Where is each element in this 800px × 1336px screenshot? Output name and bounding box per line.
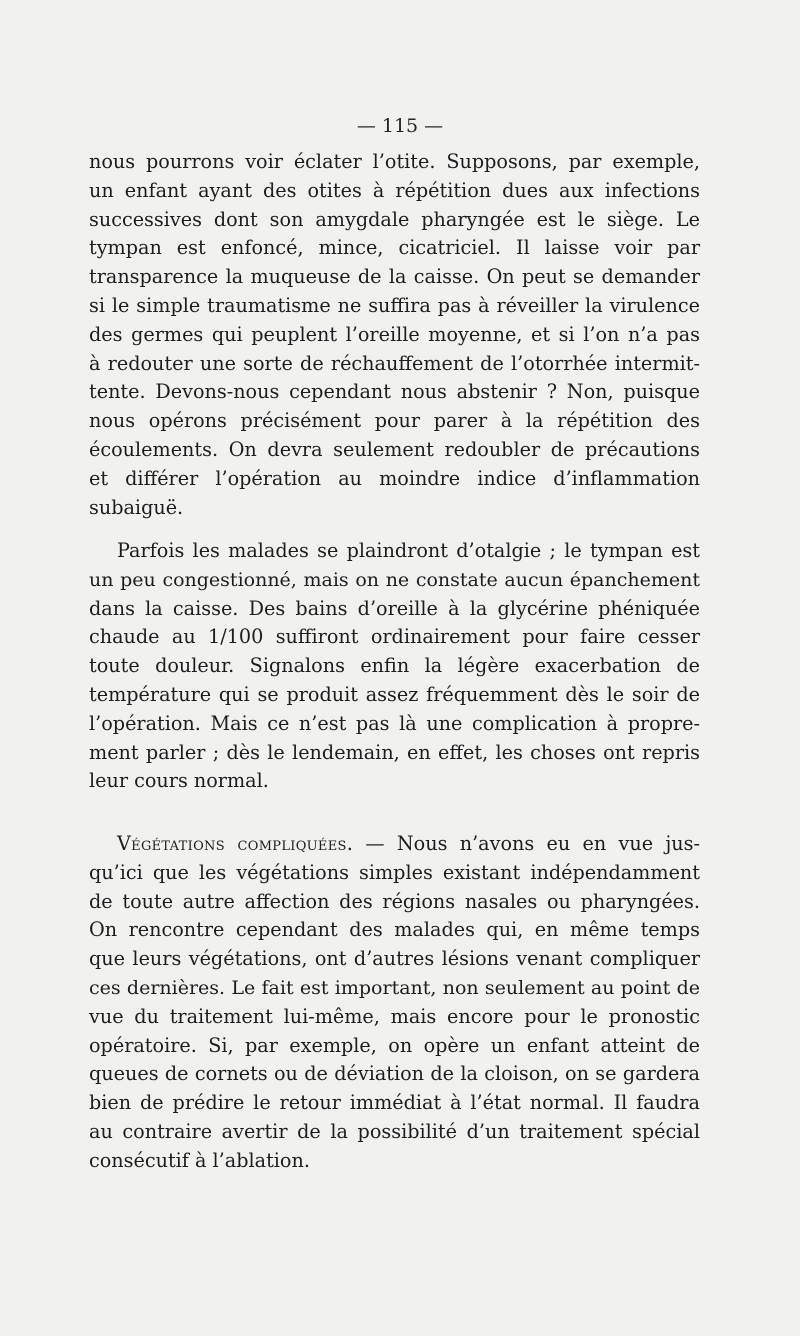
text-line: toute douleur. Signalons enfin la légère exacerbation de: [89, 654, 700, 678]
heading-line-rest: — Nous n’avons eu en vue jus-: [353, 832, 700, 855]
text-line: [89, 830, 700, 859]
text-line: chaude au 1/100 suffiront ordinairement pour faire cesser: [89, 625, 700, 649]
text-line: écoulements. On devra seulement redoubler de précautions: [89, 437, 700, 461]
text-line: de toute autre affection des régions nasales ou pharyngées.: [89, 889, 700, 913]
text-line: température qui se produit assez fréquemment dès le soir de: [89, 682, 700, 706]
text-line: bien de prédire le retour immédiat à l’état normal. Il faudra: [89, 1091, 700, 1115]
text-line: ces dernières. Le fait est important, non seulement au point de: [89, 976, 700, 999]
text-line: au contraire avertir de la possibilité d’un traitement spécial: [89, 1119, 700, 1143]
text-line: vue du traitement lui-même, mais encore pour le pronostic: [89, 1004, 700, 1028]
text-line: On rencontre cependant des malades qui, en même temps: [89, 918, 700, 942]
text-line: dans la caisse. Des bains d’oreille à la glycérine phéniquée: [89, 596, 700, 620]
text-line: à redouter une sorte de réchauffement de l’otorrhée intermit-: [89, 351, 700, 375]
text-line: Parfois les malades se plaindront d’otalgie ; le tympan est: [117, 539, 700, 562]
text-line: tente. Devons-nous cependant nous abstenir ? Non, puisque: [89, 380, 700, 404]
text-line: transparence la muqueuse de la caisse. On peut se demander: [89, 265, 700, 289]
text-line: que leurs végétations, ont d’autres lésions venant compliquer: [89, 947, 700, 971]
text-line: et différer l’opération au moindre indice d’inflammation: [89, 466, 700, 490]
text-line: l’opération. Mais ce n’est pas là une complication à propre-: [89, 711, 700, 735]
text-line: nous pourrons voir éclater l’otite. Supposons, par exemple,: [89, 150, 700, 173]
paragraph-otite: [89, 148, 700, 522]
text-line: subaiguë.: [89, 495, 184, 519]
text-line: des germes qui peuplent l’oreille moyenne, et si l’on n’a pas: [89, 322, 700, 346]
text-line: si le simple traumatisme ne suffira pas à réveiller la virulence: [89, 293, 700, 317]
text-line: nous opérons précisément pour parer à la répétition des: [89, 409, 700, 433]
text-line: qu’ici que les végétations simples existant indépendamment: [89, 860, 700, 884]
page-number: — 115 —: [356, 115, 444, 137]
text-line: ment parler ; dès le lendemain, en effet, les choses ont repris: [89, 740, 700, 764]
text-line: un peu congestionné, mais on ne constate aucun épanchement: [89, 568, 700, 591]
text-line: successives dont son amygdale pharyngée est le siège. Le: [89, 207, 700, 231]
text-line: consécutif à l’ablation.: [89, 1148, 310, 1172]
section-heading: Végétations compliquées.: [117, 832, 354, 855]
paragraph-vegetations-compliquees: [89, 830, 700, 1176]
text-line: opératoire. Si, par exemple, on opère un enfant atteint de: [89, 1033, 700, 1057]
text-line: leur cours normal.: [89, 769, 269, 793]
text-line: queues de cornets ou de déviation de la cloison, on se gardera: [89, 1062, 700, 1086]
paragraph-otalgie: [89, 537, 700, 796]
text-line: tympan est enfoncé, mince, cicatriciel. Il laisse voir par: [89, 236, 700, 260]
text-line: un enfant ayant des otites à répétition dues aux infections: [89, 178, 700, 202]
